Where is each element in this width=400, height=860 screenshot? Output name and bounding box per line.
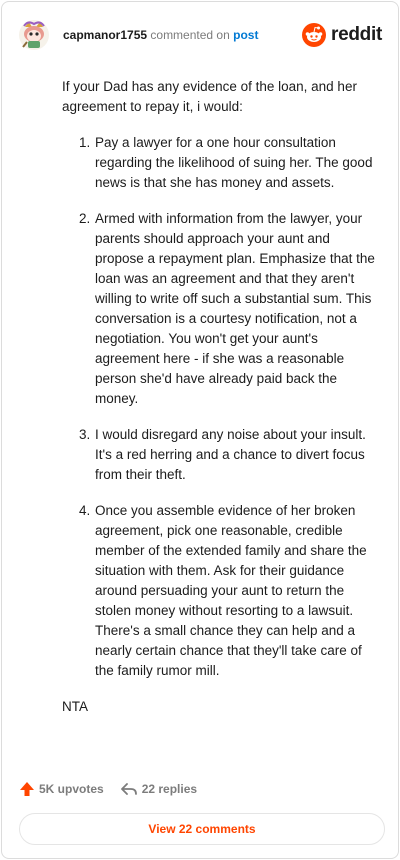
list-item	[62, 133, 380, 193]
reply-arrow-icon	[120, 781, 138, 797]
username-link[interactable]: capmanor1755	[63, 28, 148, 42]
list-item-text: Once you assemble evidence of her broken agreement, pick one reasonable, credible member of the extended family and share the situation with them. Ask for their guidance around persuading your aunt to return the stolen money without resorting to a lawsuit. There's a small chance they can help and a nearly certain chance that they'll take care of the family rumor mill.	[95, 503, 367, 678]
comment-header	[18, 18, 382, 52]
list-item-number: 3.	[79, 427, 91, 442]
comment-actions	[19, 779, 197, 799]
upvote-count: 5K upvotes	[39, 782, 104, 796]
reply-count: 22 replies	[141, 782, 198, 796]
reddit-wordmark: reddit	[331, 24, 382, 45]
list-item-text: Pay a lawyer for a one hour consultation regarding the likelihood of suing her. The good news is that she has money and assets.	[95, 135, 373, 190]
avatar-icon[interactable]	[18, 18, 50, 52]
upvote-arrow-icon	[19, 781, 35, 797]
post-link[interactable]: post	[233, 28, 259, 42]
comment-closing: NTA	[62, 699, 88, 714]
advice-list	[62, 133, 380, 681]
upvote-button[interactable]	[19, 781, 104, 797]
commented-on-text: commented on	[150, 28, 230, 42]
list-item	[62, 425, 380, 485]
list-item-text: Armed with information from the lawyer, your parents should approach your aunt and propose a repayment plan. Emphasize that the loan was an agreement and that they aren't willing to write off such a substantial sum. This conversation is a courtesy notification, not a negotiation. You won't get your aunt's agreement here - if she was a reasonable person she'd have already paid back the money.	[95, 211, 375, 406]
list-item	[62, 501, 380, 681]
comment-meta	[63, 28, 258, 42]
list-item-text: I would disregard any noise about your insult. It's a red herring and a chance to divert focus from their theft.	[95, 427, 366, 482]
view-comments-button[interactable]: View 22 comments	[19, 813, 385, 845]
list-item-number: 4.	[79, 503, 91, 518]
comment-body	[62, 77, 380, 717]
reddit-brand[interactable]	[302, 23, 382, 47]
reddit-logo-icon	[302, 23, 326, 47]
list-item-number: 1.	[79, 135, 91, 150]
comment-intro: If your Dad has any evidence of the loan, and her agreement to repay it, i would:	[62, 79, 357, 114]
list-item-number: 2.	[79, 211, 91, 226]
replies-button[interactable]	[120, 781, 197, 797]
list-item	[62, 209, 380, 409]
comment-card	[1, 1, 399, 859]
